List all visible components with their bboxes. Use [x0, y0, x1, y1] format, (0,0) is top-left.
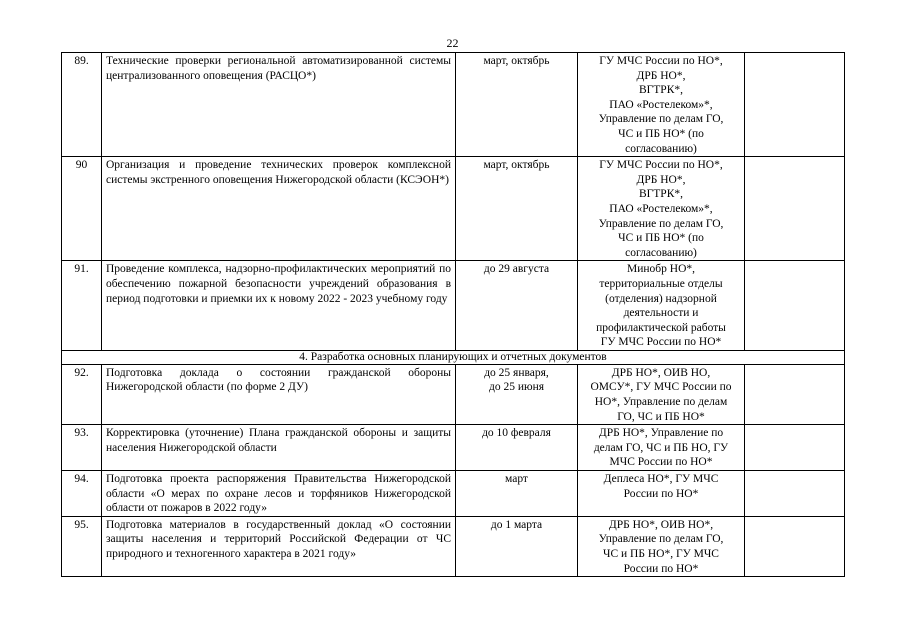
row-note [745, 364, 845, 424]
table-row [62, 364, 845, 424]
row-description: Подготовка материалов в государственный доклад «О состоянии защиты населения и территорий Российской Федерации от ЧС природного и техногенного характера в 2021 году» [102, 516, 456, 576]
row-note [745, 471, 845, 517]
row-date: март, октябрь [456, 157, 578, 261]
table-row [62, 471, 845, 517]
section-title: 4. Разработка основных планирующих и отчетных документов [62, 350, 845, 364]
table-row [62, 261, 845, 351]
row-description: Проведение комплекса, надзорно-профилактических мероприятий по обеспечению пожарной безопасности учреждений образования в период подготовки и приемки их к новому 2022 - 2023 учебному году [102, 261, 456, 351]
row-description: Корректировка (уточнение) Плана гражданской обороны и защиты населения Нижегородской области [102, 425, 456, 471]
row-responsible: ГУ МЧС России по НО*, ДРБ НО*, ВГТРК*, ПАО «Ростелеком»*, Управление по делам ГО, ЧС и ПБ НО* (по согласованию) [578, 157, 745, 261]
table-row [62, 157, 845, 261]
row-responsible: ДРБ НО*, ОИВ НО*, Управление по делам ГО, ЧС и ПБ НО*, ГУ МЧС России по НО* [578, 516, 745, 576]
row-number: 91. [62, 261, 102, 351]
table-row [62, 53, 845, 157]
plan-table [61, 52, 845, 577]
row-note [745, 53, 845, 157]
row-responsible: Минобр НО*, территориальные отделы (отделения) надзорной деятельности и профилактической работы ГУ МЧС России по НО* [578, 261, 745, 351]
row-date: до 10 февраля [456, 425, 578, 471]
table-row [62, 425, 845, 471]
row-number: 90 [62, 157, 102, 261]
row-description: Технические проверки региональной автоматизированной системы централизованного оповещения (РАСЦО*) [102, 53, 456, 157]
row-note [745, 516, 845, 576]
row-date: до 1 марта [456, 516, 578, 576]
page-number: 22 [446, 36, 459, 50]
row-number: 93. [62, 425, 102, 471]
row-responsible: Деплеса НО*, ГУ МЧС России по НО* [578, 471, 745, 517]
row-description: Подготовка доклада о состоянии гражданской обороны Нижегородской области (по форме 2 ДУ) [102, 364, 456, 424]
row-date: март [456, 471, 578, 517]
row-note [745, 261, 845, 351]
row-responsible: ДРБ НО*, ОИВ НО, ОМСУ*, ГУ МЧС России по НО*, Управление по делам ГО, ЧС и ПБ НО* [578, 364, 745, 424]
section-header-row [62, 350, 845, 364]
row-date: до 29 августа [456, 261, 578, 351]
row-note [745, 425, 845, 471]
row-description: Организация и проведение технических проверок комплексной системы экстренного оповещения Нижегородской области (КСЭОН*) [102, 157, 456, 261]
row-number: 92. [62, 364, 102, 424]
table-row [62, 516, 845, 576]
row-date: март, октябрь [456, 53, 578, 157]
row-number: 95. [62, 516, 102, 576]
row-date: до 25 января, до 25 июня [456, 364, 578, 424]
row-description: Подготовка проекта распоряжения Правительства Нижегородской области «О мерах по охране лесов и торфяников Нижегородской области от пожаров в 2022 году» [102, 471, 456, 517]
row-number: 89. [62, 53, 102, 157]
row-number: 94. [62, 471, 102, 517]
row-responsible: ГУ МЧС России по НО*, ДРБ НО*, ВГТРК*, ПАО «Ростелеком»*, Управление по делам ГО, ЧС и ПБ НО* (по согласованию) [578, 53, 745, 157]
row-responsible: ДРБ НО*, Управление по делам ГО, ЧС и ПБ НО, ГУ МЧС России по НО* [578, 425, 745, 471]
row-note [745, 157, 845, 261]
